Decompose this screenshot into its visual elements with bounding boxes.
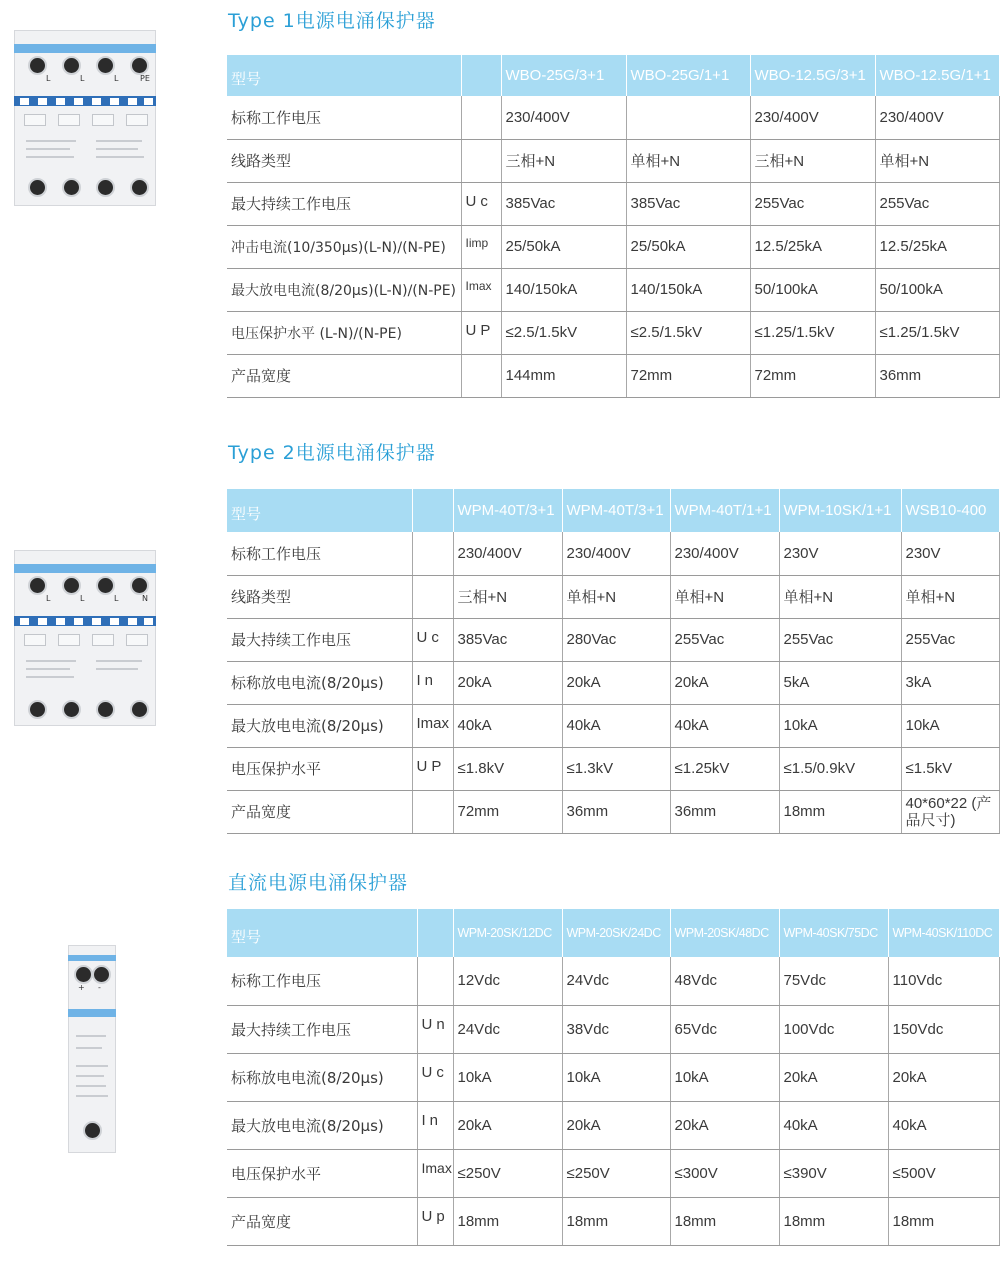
cell-value: 20kA <box>779 1053 888 1101</box>
table-row <box>227 618 999 661</box>
model-name: WSB10-400 <box>901 489 999 532</box>
type2-terminal-label: L <box>80 594 85 603</box>
header-symbol-cell <box>412 489 453 532</box>
row-symbol: UP <box>461 311 501 354</box>
cell-value: 10kA <box>779 704 901 747</box>
row-symbol: Up <box>417 1197 453 1245</box>
cell-value: 72mm <box>750 354 875 397</box>
model-name: WPM-20SK/24DC <box>562 909 670 957</box>
cell-value: 单相+N <box>779 575 901 618</box>
row-symbol: In <box>417 1101 453 1149</box>
cell-value: 110Vdc <box>888 957 999 1005</box>
cell-value: 50/100kA <box>750 268 875 311</box>
cell-value: 230/400V <box>750 96 875 139</box>
header-model-label: 型号 <box>227 489 412 532</box>
cell-value: 140/150kA <box>626 268 750 311</box>
table-row <box>227 790 999 833</box>
cell-value: 25/50kA <box>501 225 626 268</box>
cell-value: 单相+N <box>670 575 779 618</box>
cell-value: 18mm <box>670 1197 779 1245</box>
section-title-dc: 直流电源电涌保护器 <box>228 872 409 894</box>
model-name: WBO-12.5G/3+1 <box>750 55 875 96</box>
cell-value: 230V <box>779 532 901 575</box>
section-title-type1: Type 1电源电涌保护器 <box>228 10 436 32</box>
type1-terminal-label: PE <box>140 74 150 83</box>
row-symbol <box>461 96 501 139</box>
cell-value: 20kA <box>562 661 670 704</box>
row-symbol: Imax <box>461 268 501 311</box>
section-title-type2: Type 2电源电涌保护器 <box>228 442 436 464</box>
model-name: WPM-20SK/12DC <box>453 909 562 957</box>
cell-value: 280Vac <box>562 618 670 661</box>
cell-value: 65Vdc <box>670 1005 779 1053</box>
cell-value: 230/400V <box>562 532 670 575</box>
cell-value: ≤2.5/1.5kV <box>501 311 626 354</box>
table-header-row <box>227 489 999 532</box>
row-symbol: Uc <box>412 618 453 661</box>
cell-value: 50/100kA <box>875 268 999 311</box>
cell-value: 48Vdc <box>670 957 779 1005</box>
cell-value: 三相+N <box>453 575 562 618</box>
header-symbol-cell <box>461 55 501 96</box>
cell-value: 20kA <box>562 1101 670 1149</box>
cell-value: 10kA <box>901 704 999 747</box>
cell-value: 单相+N <box>875 139 999 182</box>
row-label: 标称放电电流(8/20μs) <box>227 661 412 704</box>
cell-value: 40kA <box>562 704 670 747</box>
table-row <box>227 575 999 618</box>
model-name: WPM-20SK/48DC <box>670 909 779 957</box>
type1-spec-table <box>227 55 1000 398</box>
cell-value: 255Vac <box>901 618 999 661</box>
table-row <box>227 182 999 225</box>
type1-terminal-label: L <box>80 74 85 83</box>
size-note: 40*60*22 (产品尺寸) <box>905 794 992 829</box>
cell-value: 24Vdc <box>562 957 670 1005</box>
cell-value <box>626 96 750 139</box>
cell-value: 38Vdc <box>562 1005 670 1053</box>
table-row <box>227 1197 999 1245</box>
type2-terminal-label: L <box>46 594 51 603</box>
header-model-label: 型号 <box>227 909 417 957</box>
cell-value: 255Vac <box>779 618 901 661</box>
row-label: 最大持续工作电压 <box>227 618 412 661</box>
cell-value: ≤1.8kV <box>453 747 562 790</box>
cell-value: ≤250V <box>453 1149 562 1197</box>
cell-value: ≤250V <box>562 1149 670 1197</box>
cell-value: 单相+N <box>562 575 670 618</box>
type2-terminal-label: N <box>142 594 148 603</box>
cell-value: 144mm <box>501 354 626 397</box>
cell-value: 3kA <box>901 661 999 704</box>
cell-value: 230/400V <box>875 96 999 139</box>
cell-value: 385Vac <box>501 182 626 225</box>
cell-value: ≤2.5/1.5kV <box>626 311 750 354</box>
table-row <box>227 354 999 397</box>
row-label: 电压保护水平 <box>227 1149 417 1197</box>
row-symbol: Uc <box>461 182 501 225</box>
cell-value: 36mm <box>562 790 670 833</box>
cell-value: ≤1.3kV <box>562 747 670 790</box>
cell-value: 18mm <box>779 1197 888 1245</box>
cell-value: 75Vdc <box>779 957 888 1005</box>
row-label: 电压保护水平 (L-N)/(N-PE) <box>227 311 461 354</box>
type2-spec-table <box>227 489 1000 834</box>
dc-spd-device-image <box>68 945 116 1153</box>
cell-value: 12.5/25kA <box>750 225 875 268</box>
cell-value: 150Vdc <box>888 1005 999 1053</box>
row-symbol: Iimp <box>461 225 501 268</box>
cell-value: 40kA <box>779 1101 888 1149</box>
row-symbol: Imax <box>412 704 453 747</box>
cell-value: 25/50kA <box>626 225 750 268</box>
cell-value: 18mm <box>453 1197 562 1245</box>
cell-value: 385Vac <box>453 618 562 661</box>
model-name: WBO-12.5G/1+1 <box>875 55 999 96</box>
cell-value: 230/400V <box>501 96 626 139</box>
table-row <box>227 1101 999 1149</box>
table-row <box>227 957 999 1005</box>
row-symbol <box>461 139 501 182</box>
cell-value: 255Vac <box>670 618 779 661</box>
cell-value: 20kA <box>888 1053 999 1101</box>
row-label: 产品宽度 <box>227 354 461 397</box>
model-name: WBO-25G/3+1 <box>501 55 626 96</box>
header-model-label: 型号 <box>227 55 461 96</box>
table-row <box>227 268 999 311</box>
row-symbol: Uc <box>417 1053 453 1101</box>
cell-value: 100Vdc <box>779 1005 888 1053</box>
row-symbol <box>412 532 453 575</box>
cell-value <box>901 790 999 833</box>
cell-value: 20kA <box>453 661 562 704</box>
row-label: 产品宽度 <box>227 1197 417 1245</box>
row-symbol: Un <box>417 1005 453 1053</box>
cell-value: ≤300V <box>670 1149 779 1197</box>
cell-value: 12.5/25kA <box>875 225 999 268</box>
cell-value: 24Vdc <box>453 1005 562 1053</box>
table-row <box>227 661 999 704</box>
cell-value: 10kA <box>670 1053 779 1101</box>
model-name: WBO-25G/1+1 <box>626 55 750 96</box>
table-row <box>227 139 999 182</box>
row-label: 最大放电电流(8/20μs) <box>227 704 412 747</box>
row-label: 标称工作电压 <box>227 96 461 139</box>
dc-spec-table <box>227 909 1000 1246</box>
cell-value: ≤1.25/1.5kV <box>875 311 999 354</box>
cell-value: 10kA <box>453 1053 562 1101</box>
cell-value: 18mm <box>888 1197 999 1245</box>
cell-value: 140/150kA <box>501 268 626 311</box>
cell-value: 40kA <box>888 1101 999 1149</box>
row-symbol: UP <box>412 747 453 790</box>
row-label: 最大持续工作电压 <box>227 182 461 225</box>
row-label: 产品宽度 <box>227 790 412 833</box>
cell-value: 385Vac <box>626 182 750 225</box>
header-symbol-cell <box>417 909 453 957</box>
row-label: 标称工作电压 <box>227 532 412 575</box>
cell-value: ≤390V <box>779 1149 888 1197</box>
table-row <box>227 1149 999 1197</box>
model-name: WPM-40T/3+1 <box>453 489 562 532</box>
dc-terminal-label: + <box>78 983 85 992</box>
row-label: 电压保护水平 <box>227 747 412 790</box>
row-label: 最大放电电流(8/20μs)(L-N)/(N-PE) <box>227 268 461 311</box>
type1-spd-device-image <box>14 30 156 206</box>
row-symbol <box>412 790 453 833</box>
cell-value: 40kA <box>453 704 562 747</box>
table-row <box>227 1005 999 1053</box>
row-label: 标称放电电流(8/20μs) <box>227 1053 417 1101</box>
model-name: WPM-10SK/1+1 <box>779 489 901 532</box>
cell-value: 20kA <box>670 1101 779 1149</box>
type2-spd-device-image <box>14 550 156 726</box>
cell-value: 36mm <box>670 790 779 833</box>
cell-value: 12Vdc <box>453 957 562 1005</box>
cell-value: 72mm <box>453 790 562 833</box>
table-row <box>227 96 999 139</box>
cell-value: 18mm <box>562 1197 670 1245</box>
row-symbol <box>412 575 453 618</box>
dc-terminal-label: - <box>98 983 101 992</box>
cell-value: ≤1.5kV <box>901 747 999 790</box>
row-symbol <box>417 957 453 1005</box>
type1-terminal-label: L <box>114 74 119 83</box>
table-header-row <box>227 909 999 957</box>
cell-value: 10kA <box>562 1053 670 1101</box>
cell-value: 三相+N <box>750 139 875 182</box>
cell-value: ≤500V <box>888 1149 999 1197</box>
cell-value: 230/400V <box>670 532 779 575</box>
cell-value: 18mm <box>779 790 901 833</box>
cell-value: 20kA <box>670 661 779 704</box>
row-label: 最大放电电流(8/20μs) <box>227 1101 417 1149</box>
cell-value: 230/400V <box>453 532 562 575</box>
model-name: WPM-40T/3+1 <box>562 489 670 532</box>
cell-value: 255Vac <box>875 182 999 225</box>
type1-terminal-label: L <box>46 74 51 83</box>
cell-value: 单相+N <box>626 139 750 182</box>
cell-value: 230V <box>901 532 999 575</box>
table-row <box>227 747 999 790</box>
cell-value: 三相+N <box>501 139 626 182</box>
row-label: 冲击电流(10/350μs)(L-N)/(N-PE) <box>227 225 461 268</box>
row-symbol: Imax <box>417 1149 453 1197</box>
cell-value: 20kA <box>453 1101 562 1149</box>
model-name: WPM-40T/1+1 <box>670 489 779 532</box>
table-row <box>227 311 999 354</box>
cell-value: 36mm <box>875 354 999 397</box>
cell-value: 40kA <box>670 704 779 747</box>
table-row <box>227 532 999 575</box>
cell-value: 5kA <box>779 661 901 704</box>
table-row <box>227 225 999 268</box>
table-row <box>227 1053 999 1101</box>
model-name: WPM-40SK/110DC <box>888 909 999 957</box>
cell-value: 72mm <box>626 354 750 397</box>
type2-terminal-label: L <box>114 594 119 603</box>
row-label: 标称工作电压 <box>227 957 417 1005</box>
row-label: 线路类型 <box>227 139 461 182</box>
cell-value: ≤1.5/0.9kV <box>779 747 901 790</box>
row-label: 线路类型 <box>227 575 412 618</box>
cell-value: ≤1.25/1.5kV <box>750 311 875 354</box>
model-name: WPM-40SK/75DC <box>779 909 888 957</box>
row-symbol <box>461 354 501 397</box>
row-symbol: In <box>412 661 453 704</box>
cell-value: ≤1.25kV <box>670 747 779 790</box>
cell-value: 单相+N <box>901 575 999 618</box>
row-label: 最大持续工作电压 <box>227 1005 417 1053</box>
table-header-row <box>227 55 999 96</box>
table-row <box>227 704 999 747</box>
cell-value: 255Vac <box>750 182 875 225</box>
